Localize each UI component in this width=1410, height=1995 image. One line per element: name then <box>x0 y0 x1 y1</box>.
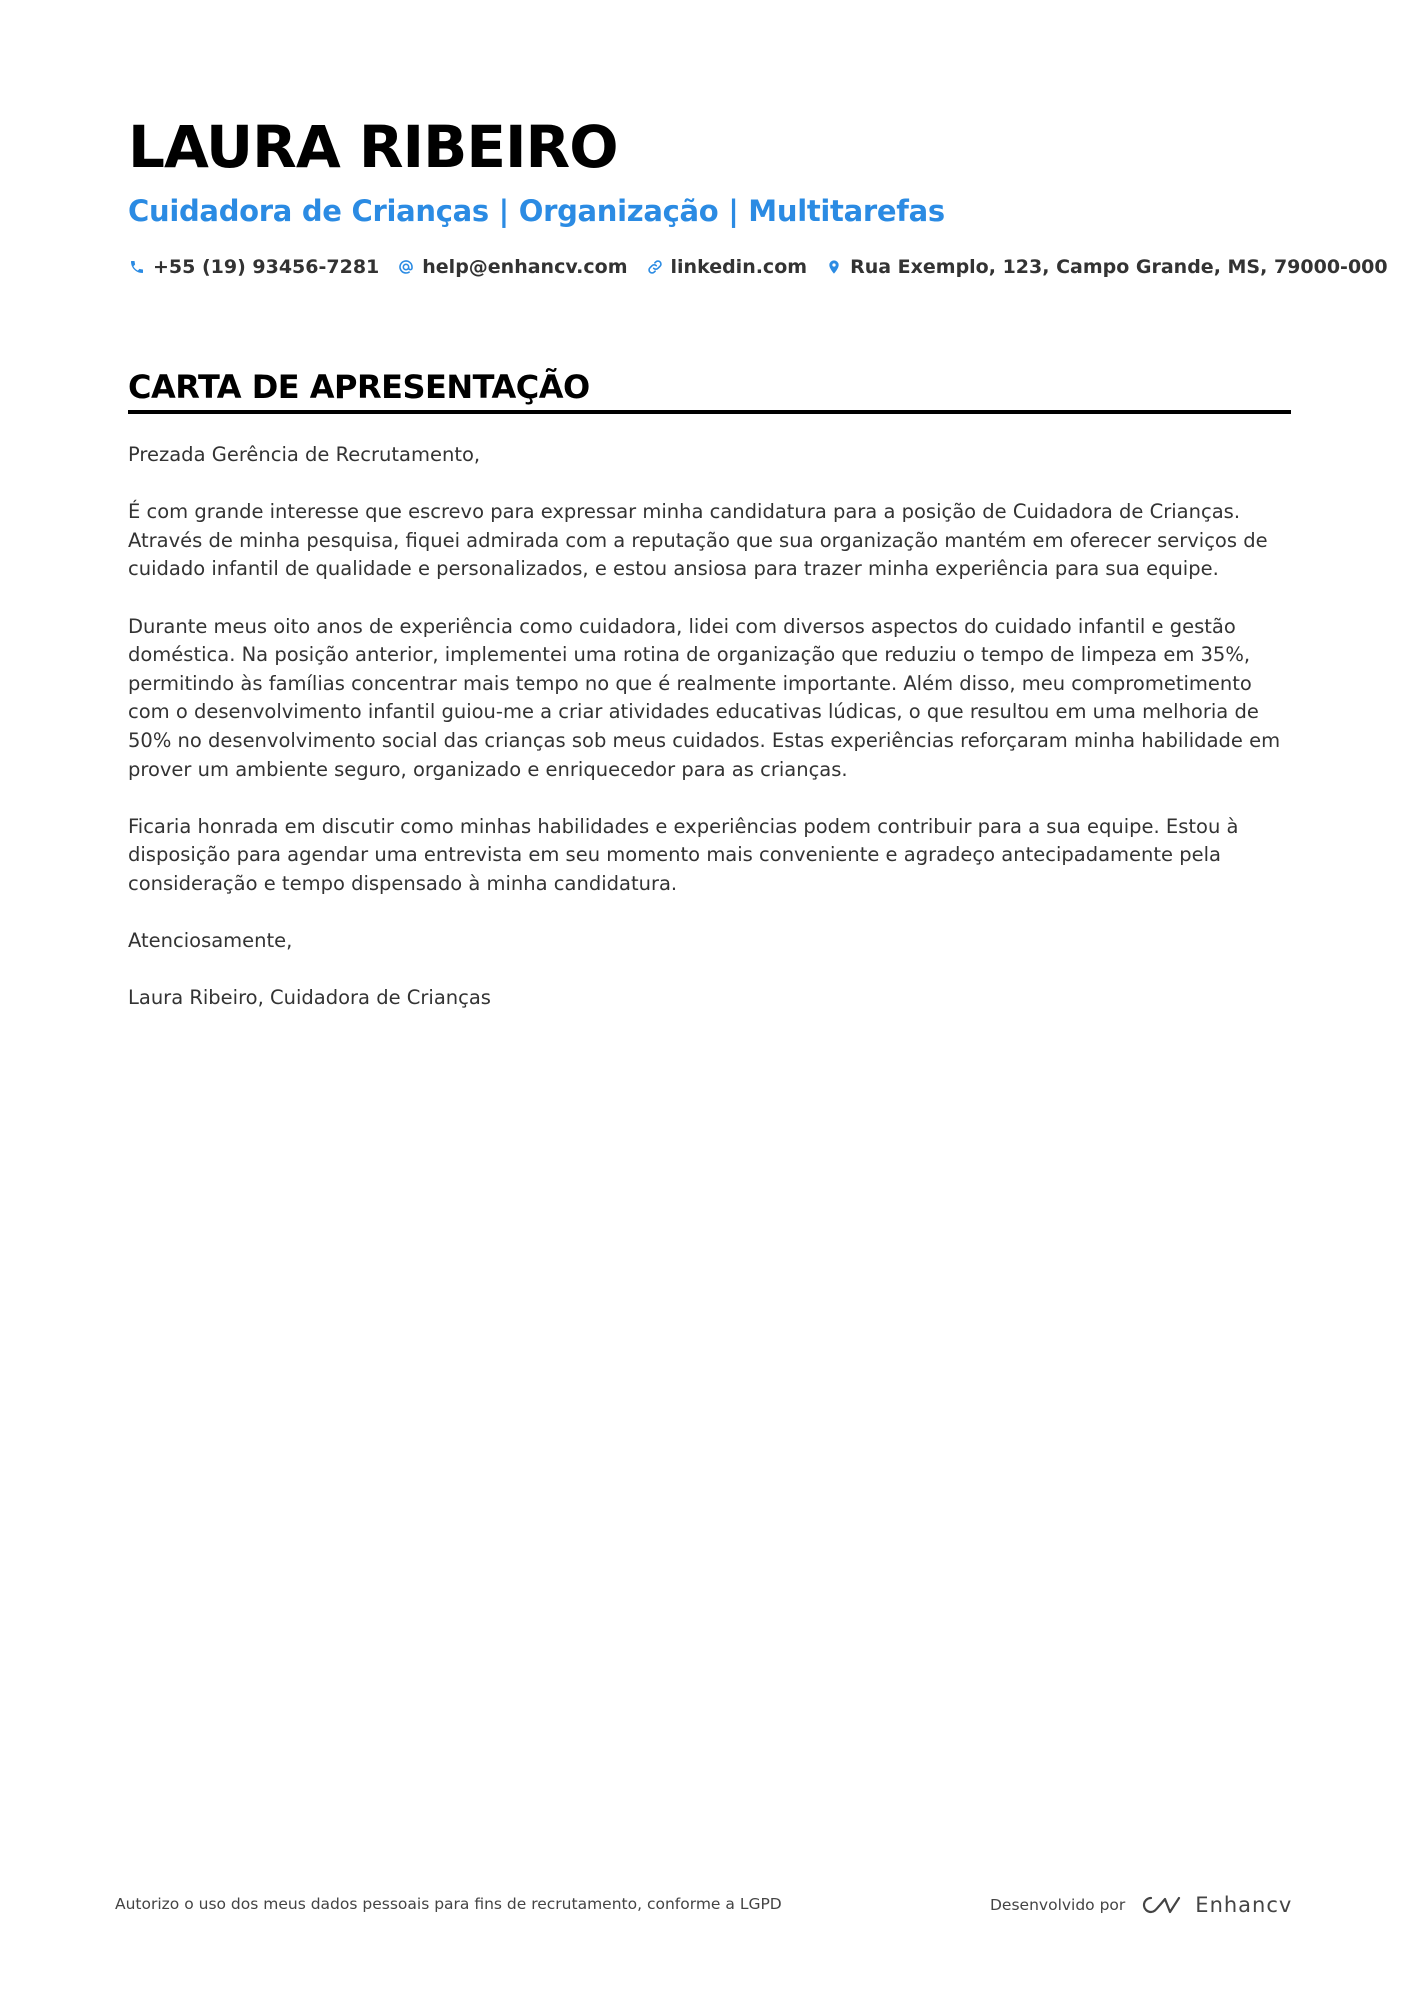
contact-email <box>397 256 627 278</box>
location-pin-icon <box>825 258 843 276</box>
letter-paragraph: Durante meus oito anos de experiência como cuidadora, lidei com diversos aspectos do cuidado infantil e gestão doméstica. Na posição anterior, implementei uma rotina de organização que reduziu o tempo de limpeza em 35%, permitindo às famílias concentrar mais tempo no que é realmente importante. Além disso, meu comprometimento com o desenvolvimento infantil guiou-me a criar atividades educativas lúdicas, o que resultou em uma melhoria de 50% no desenvolvimento social das crianças sob meus cuidados. Estas experiências reforçaram minha habilidade em prover um ambiente seguro, organizado e enriquecedor para as crianças. <box>128 614 1281 781</box>
letter-paragraph: É com grande interesse que escrevo para expressar minha candidatura para a posição de Cuidadora de Crianças. Através de minha pesquisa, fiquei admirada com a reputação que sua organização mantém em oferecer serviços de cuidado infantil de qualidade e personalizados, e estou ansiosa para trazer minha experiência para sua equipe. <box>128 500 1268 581</box>
at-icon <box>397 258 415 276</box>
section-title: CARTA DE APRESENTAÇÃO <box>128 368 590 406</box>
letter-closing: Atenciosamente, <box>128 929 293 953</box>
contact-bar <box>128 252 1388 282</box>
consent-notice: Autorizo o uso dos meus dados pessoais para fins de recrutamento, conforme a LGPD <box>115 1895 782 1913</box>
powered-by <box>990 1890 1292 1920</box>
enhancv-logo-icon <box>1137 1893 1183 1917</box>
phone-icon <box>128 258 146 276</box>
link-icon <box>646 258 664 276</box>
powered-by-label: Desenvolvido por <box>990 1896 1126 1914</box>
letter-signature: Laura Ribeiro, Cuidadora de Crianças <box>128 986 491 1010</box>
contact-address <box>825 256 1388 278</box>
contact-phone-text: +55 (19) 93456-7281 <box>153 256 380 278</box>
letter-greeting: Prezada Gerência de Recrutamento, <box>128 443 481 466</box>
contact-phone <box>128 256 379 278</box>
letter-body <box>128 441 1293 1041</box>
contact-email-text: help@enhancv.com <box>422 256 628 278</box>
section-divider <box>128 410 1291 414</box>
brand-name: Enhancv <box>1195 1893 1293 1917</box>
contact-address-text: Rua Exemplo, 123, Campo Grande, MS, 79000-000 <box>850 256 1388 278</box>
contact-linkedin <box>646 256 808 278</box>
candidate-headline: Cuidadora de Crianças | Organização | Multitarefas <box>128 194 945 228</box>
letter-paragraph: Ficaria honrada em discutir como minhas habilidades e experiências podem contribuir para a sua equipe. Estou à disposição para agendar uma entrevista em seu momento mais conveniente e agradeço antecipadamente pela consideração e tempo dispensado à minha candidatura. <box>128 814 1239 895</box>
contact-linkedin-text: linkedin.com <box>670 256 808 278</box>
candidate-name: LAURA RIBEIRO <box>128 113 618 181</box>
